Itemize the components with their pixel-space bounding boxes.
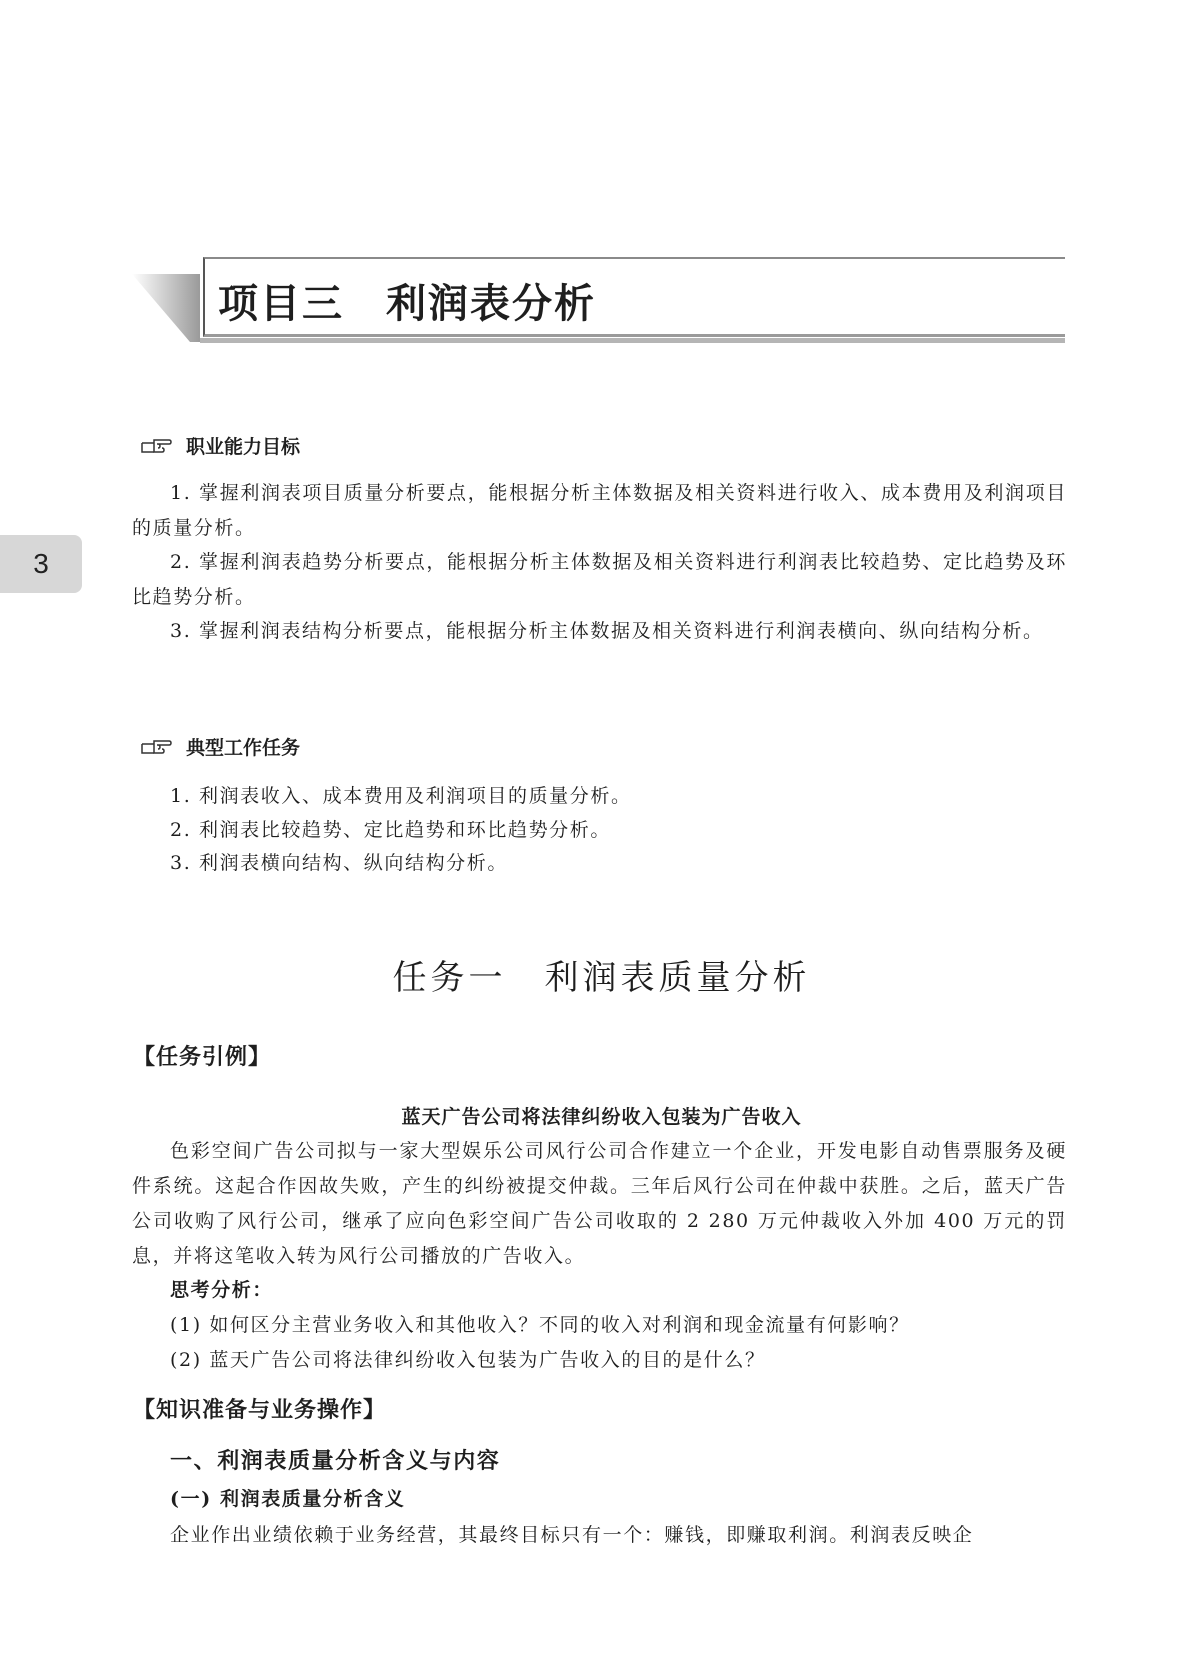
case-body: 色彩空间广告公司拟与一家大型娱乐公司风行公司合作建立一个企业，开发电影自动售票服务及硬件系统。这起合作因故失败，产生的纠纷被提交仲裁。三年后风行公司在仲裁中获胜。之后，蓝天广告公司收购了风行公司，继承了应向色彩空间广告公司收取的 2 280 万元仲裁收入外加 400 万元的罚息，并将这笔收入转为风行公司播放的广告收入。 [132,1140,1067,1267]
ability-heading-label: 职业能力目标 [186,436,301,458]
think-label: 思考分析： [170,1279,274,1301]
knowledge-body: 企业作出业绩依赖于业务经营，其最终目标只有一个：赚钱，即赚取利润。利润表反映企 [170,1524,974,1546]
tasks-heading [140,733,300,760]
chapter-title: 项目三 利润表分析 [218,281,596,327]
pointing-hand-icon [140,738,172,756]
knowledge-heading: 【知识准备与业务操作】 [133,1398,387,1423]
pointing-hand-icon [140,437,172,455]
case-heading: 【任务引例】 [133,1045,272,1070]
ability-item-3: 3. 掌握利润表结构分析要点，能根据分析主体数据及相关资料进行利润表横向、纵向结构分析。 [170,620,1044,642]
ability-heading [140,432,300,459]
question-2: (2) 蓝天广告公司将法律纠纷收入包装为广告收入的目的是什么？ [170,1349,766,1371]
task-item-2: 2. 利润表比较趋势、定比趋势和环比趋势分析。 [170,819,611,841]
ability-item-1: 1. 掌握利润表项目质量分析要点，能根据分析主体数据及相关资料进行收入、成本费用及利润项目的质量分析。 [132,482,1067,539]
question-1: (1) 如何区分主营业务收入和其他收入？不同的收入对利润和现金流量有何影响？ [170,1314,910,1336]
subsubsection-heading: (一) 利润表质量分析含义 [170,1488,406,1510]
ability-item-2: 2. 掌握利润表趋势分析要点，能根据分析主体数据及相关资料进行利润表比较趋势、定比趋势及环比趋势分析。 [132,551,1067,608]
task-title: 任务一 利润表质量分析 [392,958,811,998]
task-item-1: 1. 利润表收入、成本费用及利润项目的质量分析。 [170,785,632,807]
case-title: 蓝天广告公司将法律纠纷收入包装为广告收入 [401,1106,802,1128]
task-item-3: 3. 利润表横向结构、纵向结构分析。 [170,852,508,874]
page-number: 3 [33,548,49,579]
tasks-heading-label: 典型工作任务 [186,737,301,759]
page-number-tab [0,535,82,593]
subsection-heading: 一、利润表质量分析含义与内容 [170,1449,501,1474]
